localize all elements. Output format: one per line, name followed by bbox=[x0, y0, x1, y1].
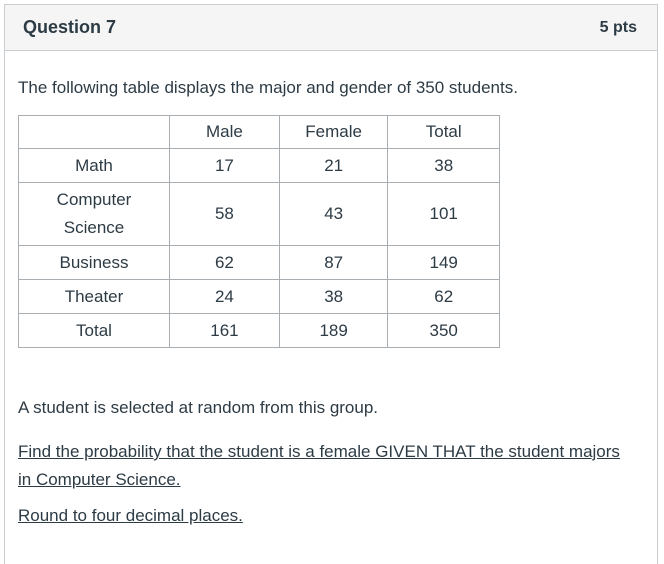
column-header-total: Total bbox=[388, 116, 500, 149]
question-title: Question 7 bbox=[23, 17, 117, 37]
table-cell: 161 bbox=[170, 314, 280, 348]
row-label-theater: Theater bbox=[19, 280, 170, 314]
table-cell: 43 bbox=[279, 183, 388, 246]
table-cell: 350 bbox=[388, 314, 500, 348]
table-cell: 38 bbox=[279, 280, 388, 314]
row-label-math: Math bbox=[19, 149, 170, 183]
task-text bbox=[18, 438, 628, 494]
column-header-female: Female bbox=[279, 116, 388, 149]
table-cell: 149 bbox=[388, 246, 500, 280]
table-cell: 58 bbox=[170, 183, 280, 246]
row-label-total: Total bbox=[19, 314, 170, 348]
table-row bbox=[19, 280, 500, 314]
table-cell: 17 bbox=[170, 149, 280, 183]
data-table bbox=[18, 115, 500, 348]
intro-text: The following table displays the major and gender of 350 students. bbox=[18, 78, 518, 97]
row-label-business: Business bbox=[19, 246, 170, 280]
table-cell: 62 bbox=[170, 246, 280, 280]
column-header-male: Male bbox=[170, 116, 280, 149]
table-row bbox=[19, 314, 500, 348]
table-row bbox=[19, 149, 500, 183]
question-header bbox=[5, 5, 657, 51]
table-cell: 189 bbox=[279, 314, 388, 348]
statement-text: A student is selected at random from this group. bbox=[18, 398, 379, 417]
table-cell: 62 bbox=[388, 280, 500, 314]
rounding-text bbox=[18, 506, 243, 526]
table-row bbox=[19, 183, 500, 246]
row-label-computer-science: Computer Science bbox=[19, 183, 170, 246]
table-corner-cell bbox=[19, 116, 170, 149]
table-cell: 101 bbox=[388, 183, 500, 246]
table-cell: 38 bbox=[388, 149, 500, 183]
table-cell: 87 bbox=[279, 246, 388, 280]
task-link[interactable]: Find the probability that the student is a female GIVEN THAT the student majors in Computer Science. bbox=[18, 442, 620, 489]
table-row bbox=[19, 246, 500, 280]
table-header-row bbox=[19, 116, 500, 149]
table-cell: 21 bbox=[279, 149, 388, 183]
question-points: 5 pts bbox=[599, 18, 637, 36]
rounding-link[interactable]: Round to four decimal places. bbox=[18, 506, 243, 525]
table-cell: 24 bbox=[170, 280, 280, 314]
